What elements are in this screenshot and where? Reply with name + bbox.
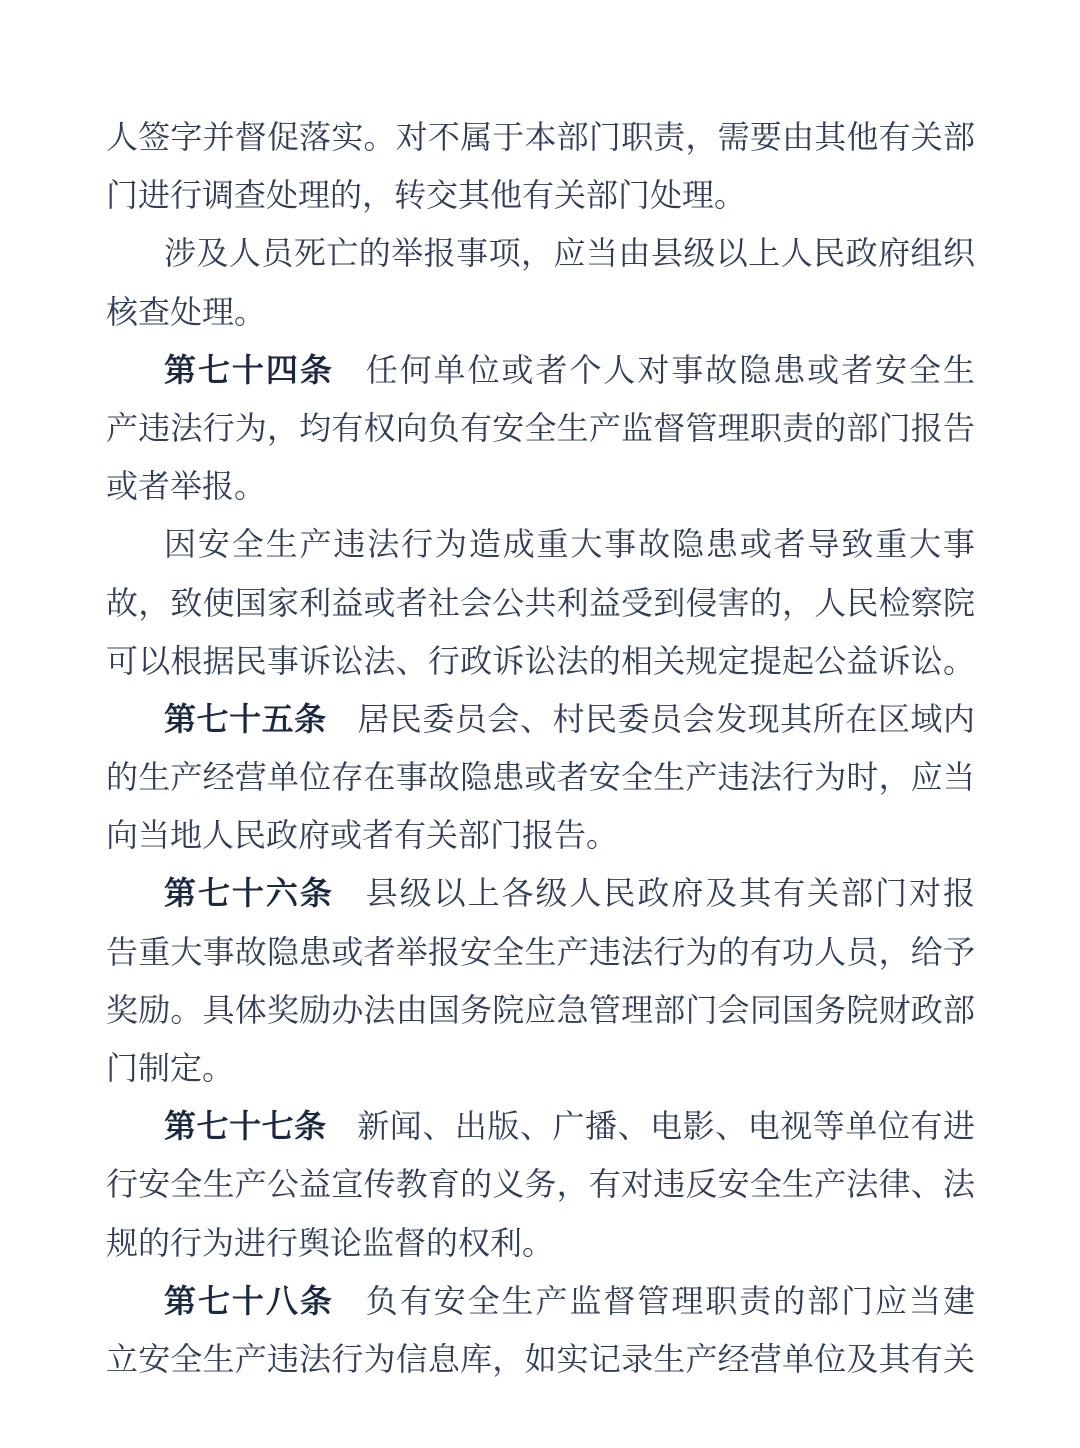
text-line-article-75 [106, 690, 975, 748]
text-line [106, 515, 975, 573]
text-line [106, 224, 975, 282]
text-line [106, 748, 975, 806]
line-text: 门制定。 [106, 1050, 235, 1086]
text-line [106, 1155, 975, 1213]
text-line [106, 923, 975, 981]
line-text: 人签字并督促落实。对不属于本部门职责，需要由其他有关部 [106, 119, 975, 155]
text-line [106, 457, 975, 515]
text-line-article-74 [106, 341, 975, 399]
text-line [106, 1330, 975, 1388]
text-line [106, 108, 975, 166]
line-text: 任何单位或者个人对事故隐患或者安全生 [363, 351, 975, 388]
text-line [106, 1214, 975, 1272]
line-text: 居民委员会、村民委员会发现其所在区域内 [356, 700, 975, 737]
article-number: 第七十五条 [164, 700, 327, 737]
line-text: 新闻、出版、广播、电影、电视等单位有进 [356, 1108, 975, 1145]
line-text: 立安全生产违法行为信息库，如实记录生产经营单位及其有关 [106, 1340, 975, 1377]
article-number: 第七十八条 [164, 1282, 334, 1319]
line-text: 告重大事故隐患或者举报安全生产违法行为的有功人员，给予 [106, 933, 975, 970]
line-text: 涉及人员死亡的举报事项，应当由县级以上人民政府组织 [164, 235, 975, 272]
line-text: 门进行调查处理的，转交其他有关部门处理。 [106, 177, 747, 214]
article-number: 第七十七条 [164, 1108, 327, 1145]
text-line [106, 283, 975, 341]
article-number: 第七十六条 [164, 875, 334, 912]
article-number: 第七十四条 [164, 351, 334, 388]
document-text-block [106, 108, 975, 1388]
line-text: 的生产经营单位存在事故隐患或者安全生产违法行为时，应当 [106, 759, 975, 796]
line-text: 核查处理。 [106, 293, 267, 330]
line-text: 县级以上各级人民政府及其有关部门对报 [363, 875, 975, 912]
line-text: 产违法行为，均有权向负有安全生产监督管理职责的部门报告 [106, 409, 975, 446]
text-line [106, 632, 975, 690]
line-text: 向当地人民政府或者有关部门报告。 [106, 817, 619, 854]
text-line [106, 399, 975, 457]
text-line [106, 574, 975, 632]
text-line-article-78 [106, 1272, 975, 1330]
text-line [106, 166, 975, 224]
line-text: 奖励。具体奖励办法由国务院应急管理部门会同国务院财政部 [106, 991, 975, 1028]
line-text: 或者举报。 [106, 468, 267, 505]
line-text: 可以根据民事诉讼法、行政诉讼法的相关规定提起公益诉讼。 [106, 642, 975, 679]
text-line [106, 806, 975, 864]
line-text: 故，致使国家利益或者社会公共利益受到侵害的，人民检察院 [106, 584, 975, 621]
text-line [106, 1039, 975, 1097]
text-line-article-76 [106, 864, 975, 922]
line-text: 因安全生产违法行为造成重大事故隐患或者导致重大事 [164, 526, 975, 563]
text-line [106, 981, 975, 1039]
line-text: 负有安全生产监督管理职责的部门应当建 [363, 1282, 975, 1319]
text-line-article-77 [106, 1097, 975, 1155]
line-text: 规的行为进行舆论监督的权利。 [106, 1224, 555, 1261]
line-text: 行安全生产公益宣传教育的义务，有对违反安全生产法律、法 [106, 1166, 975, 1203]
